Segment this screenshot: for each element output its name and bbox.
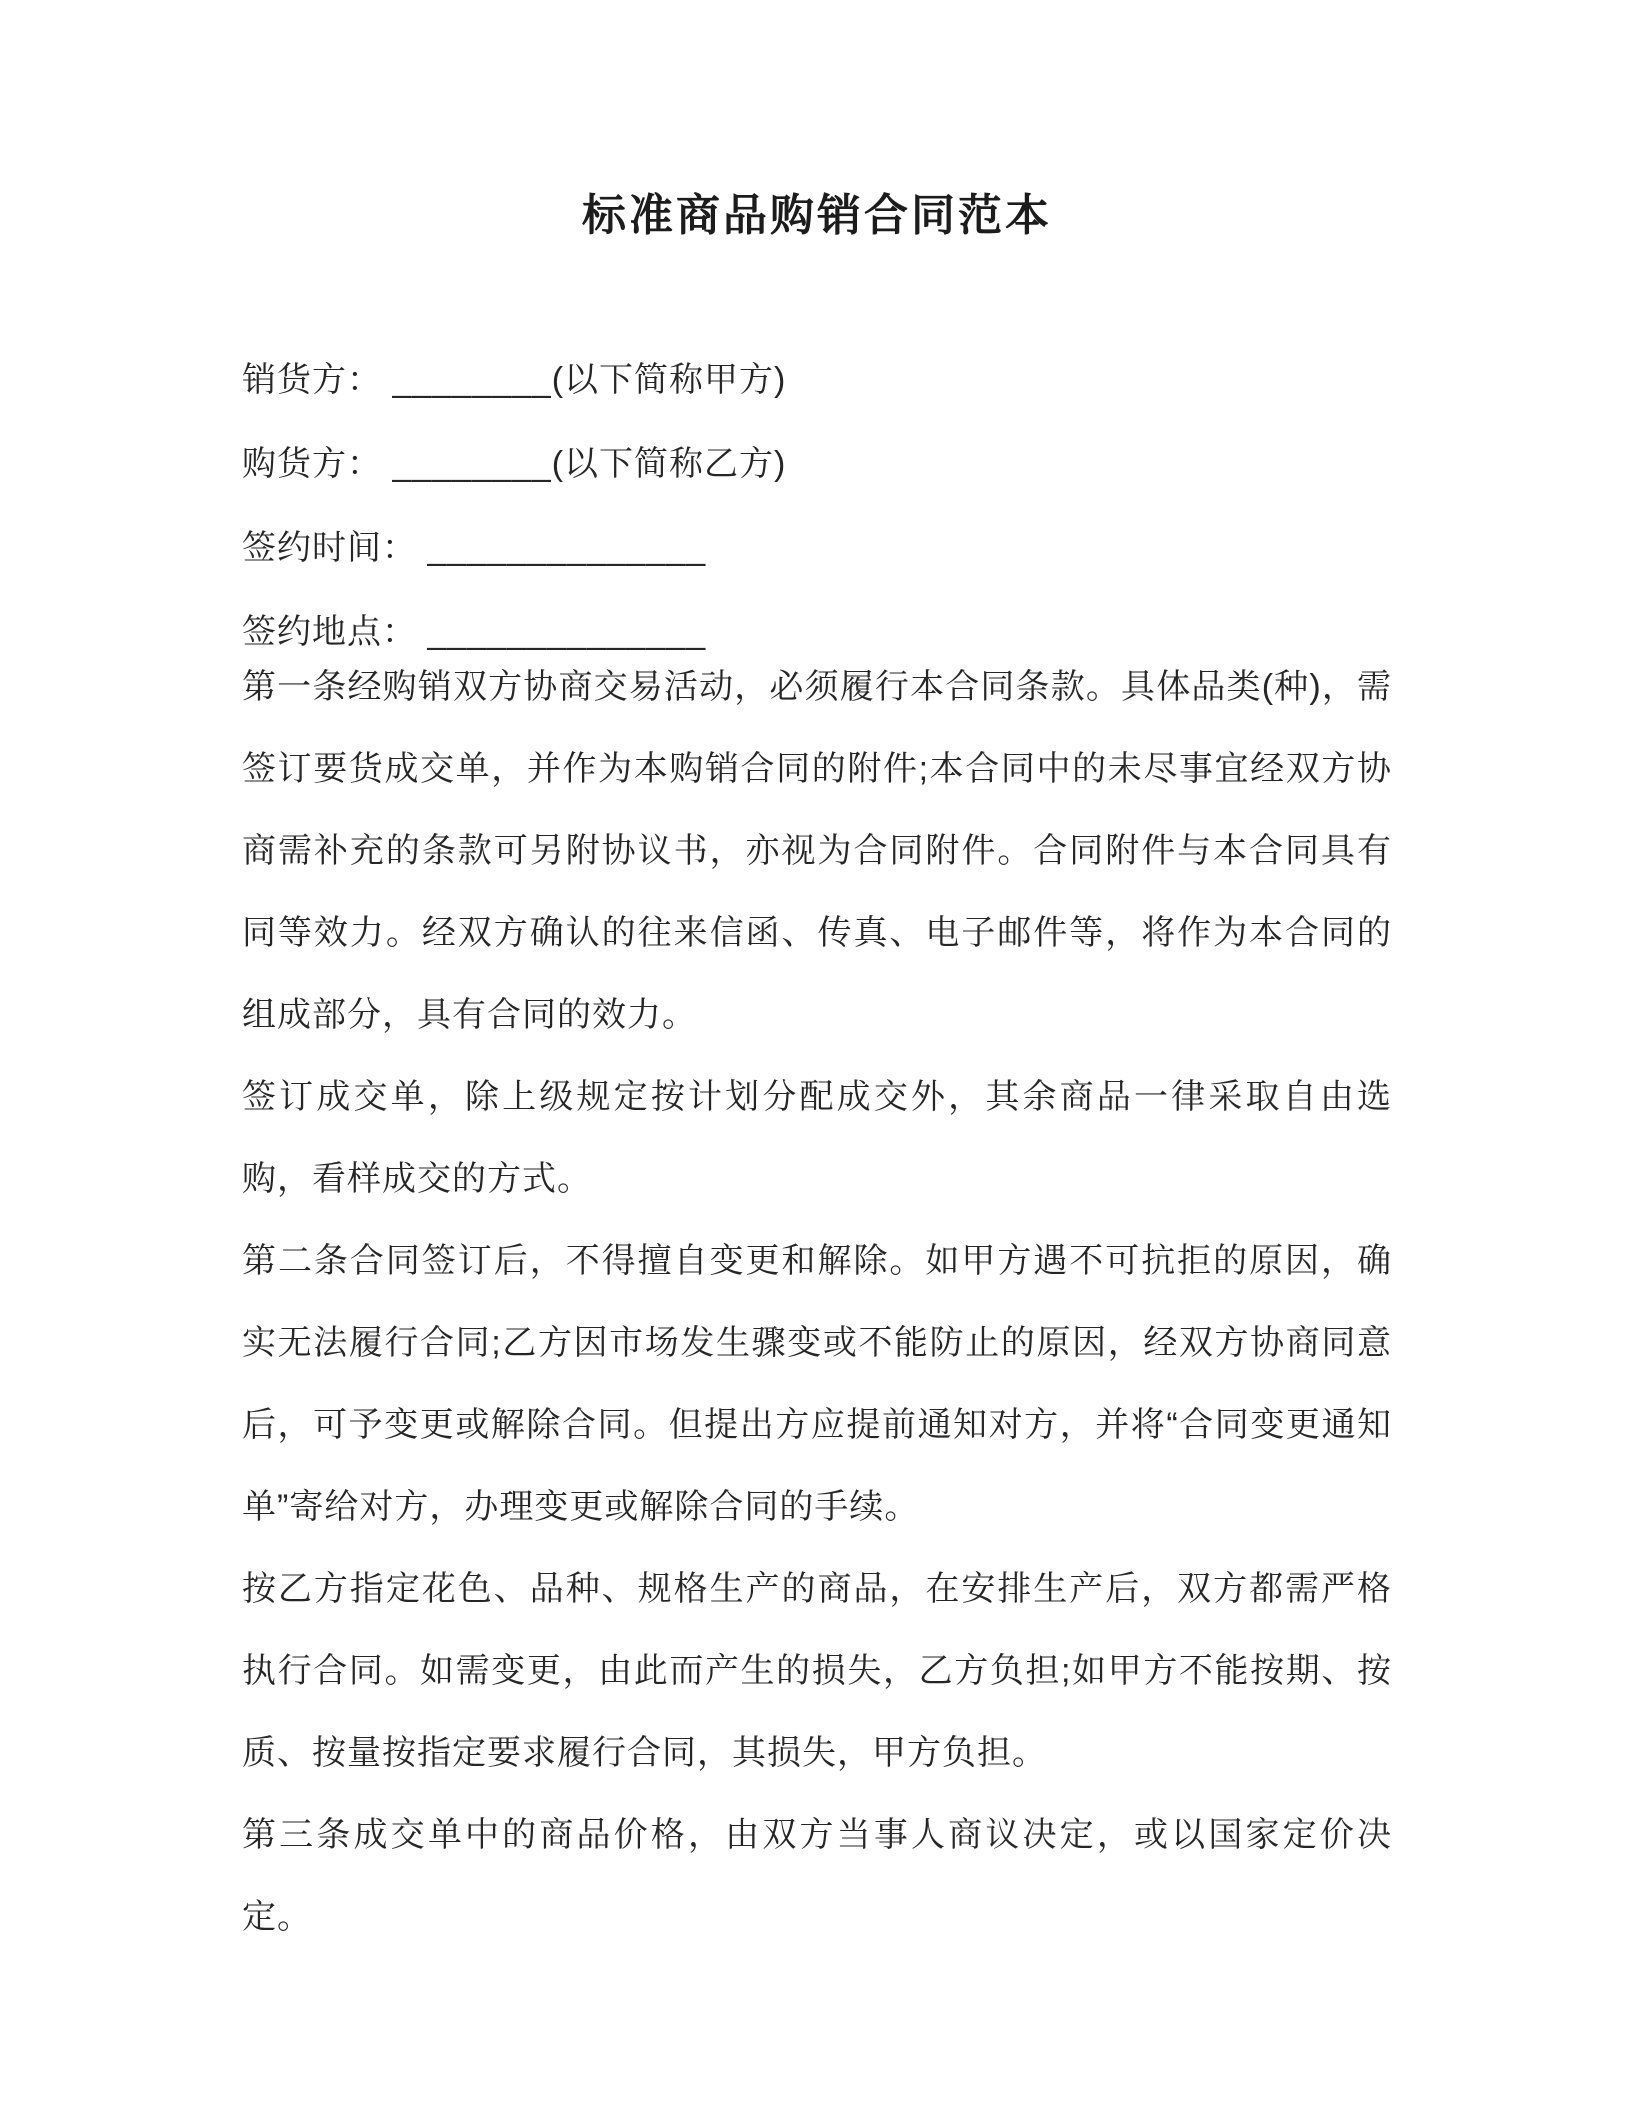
paragraph-deal-method: 签订成交单，除上级规定按计划分配成交外，其余商品一律采取自由选购，看样成交的方式。 xyxy=(242,1078,1392,1198)
contract-header-fields xyxy=(242,338,1392,674)
field-seller: 销货方： ________(以下简称甲方) xyxy=(242,361,787,399)
paragraph-article-2: 第二条合同签订后，不得擅自变更和解除。如甲方遇不可抗拒的原因，确实无法履行合同;乙方因市场发生骤变或不能防止的原因，经双方协商同意后，可予变更或解除合同。但提出方应提前通知对方，并将“合同变更通知单”寄给对方，办理变更或解除合同的手续。 xyxy=(242,1242,1392,1526)
field-signing-place: 签约地点： ______________ xyxy=(242,613,707,651)
paragraph-article-1: 第一条经购销双方协商交易活动，必须履行本合同条款。具体品类(种)，需签订要货成交单，并作为本购销合同的附件;本合同中的未尽事宜经双方协商需补充的条款可另附协议书，亦视为合同附件。合同附件与本合同具有同等效力。经双方确认的往来信函、传真、电子邮件等，将作为本合同的组成部分，具有合同的效力。 xyxy=(242,668,1392,1034)
contract-body xyxy=(242,646,1392,1958)
document-title: 标准商品购销合同范本 xyxy=(582,191,1052,240)
paragraph-article-2-liability: 按乙方指定花色、品种、规格生产的商品，在安排生产后，双方都需严格执行合同。如需变更，由此而产生的损失，乙方负担;如甲方不能按期、按质、按量按指定要求履行合同，其损失，甲方负担。 xyxy=(242,1570,1392,1772)
field-buyer: 购货方： ________(以下简称乙方) xyxy=(242,445,787,483)
paragraph-article-3: 第三条成交单中的商品价格，由双方当事人商议决定，或以国家定价决定。 xyxy=(242,1816,1392,1936)
field-signing-date: 签约时间： ______________ xyxy=(242,529,707,567)
